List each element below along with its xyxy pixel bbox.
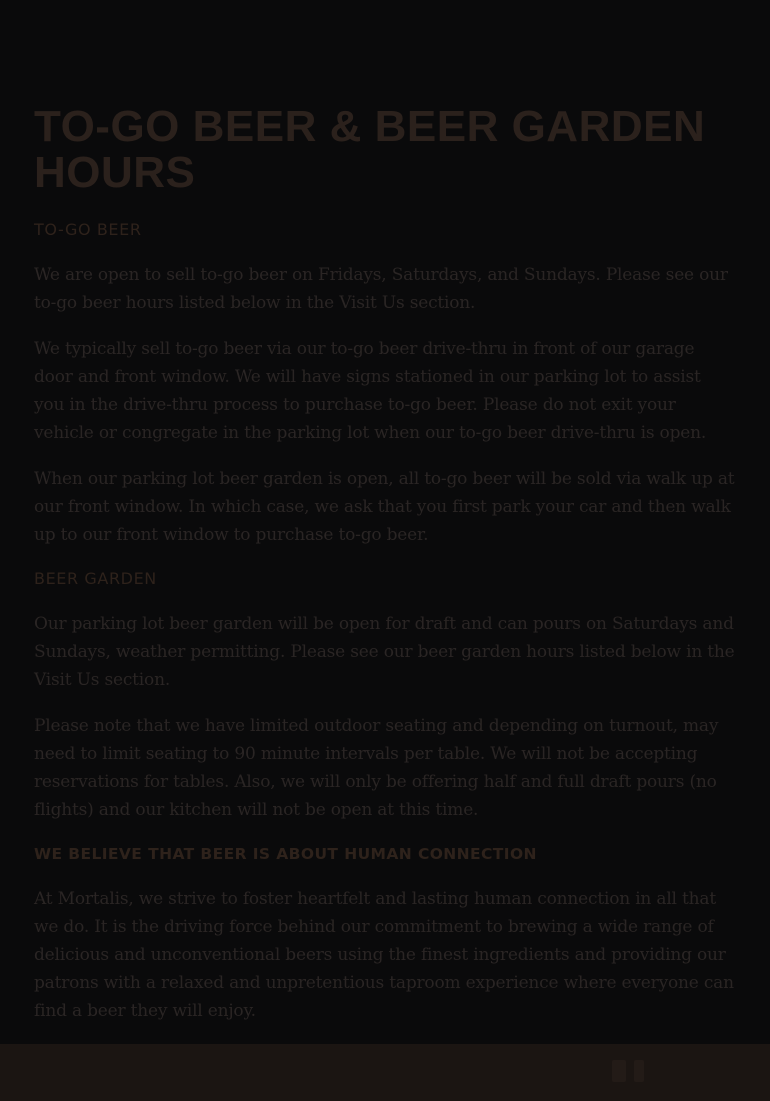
beer-garden-paragraph-2: Please note that we have limited outdoor seating and depending on turnout, may need to limit seating to 90 minute intervals per table. We will not be accepting reservations for tables. Also, we will only be offering half and full draft pours (no flights) and our kitchen will not be open at this time. — [34, 716, 719, 820]
to-go-beer-section — [34, 220, 736, 549]
human-connection-section — [34, 844, 736, 1025]
to-go-beer-paragraph-1: We are open to sell to-go beer on Fridays, Saturdays, and Sundays. Please see our to-go beer hours listed below in the Visit Us section. — [34, 265, 728, 313]
beer-garden-paragraph-1: Our parking lot beer garden will be open for draft and can pours on Saturdays and Sundays, weather permitting. Please see our beer garden hours listed below in the Visit Us section. — [34, 614, 735, 690]
to-go-beer-paragraph-2: We typically sell to-go beer via our to-go beer drive-thru in front of our garage door and front window. We will have signs stationed in our parking lot to assist you in the drive-thru process to purchase to-go beer. Please do not exit your vehicle or congregate in the parking lot when our to-go beer drive-thru is open. — [34, 339, 707, 443]
footer-decoration — [634, 1060, 644, 1082]
to-go-beer-heading: TO-GO BEER — [34, 220, 142, 239]
main-content — [34, 104, 736, 1025]
beer-garden-section — [34, 569, 736, 824]
to-go-beer-paragraph-3: When our parking lot beer garden is open, all to-go beer will be sold via walk up at our front window. In which case, we ask that you first park your car and then walk up to our front window to purchase to-go beer. — [34, 469, 735, 545]
beer-garden-heading: BEER GARDEN — [34, 569, 157, 588]
human-connection-heading: WE BELIEVE THAT BEER IS ABOUT HUMAN CONNECTION — [34, 845, 537, 863]
page-title: TO-GO BEER & BEER GARDEN HOURS — [34, 102, 706, 197]
footer-band — [0, 1044, 770, 1101]
footer-decoration — [612, 1060, 626, 1082]
human-connection-paragraph: At Mortalis, we strive to foster heartfelt and lasting human connection in all that we do. It is the driving force behind our commitment to brewing a wide range of delicious and unconventional beers using the finest ingredients and providing our patrons with a relaxed and unpretentious taproom experience where everyone can find a beer they will enjoy. — [34, 889, 734, 1021]
